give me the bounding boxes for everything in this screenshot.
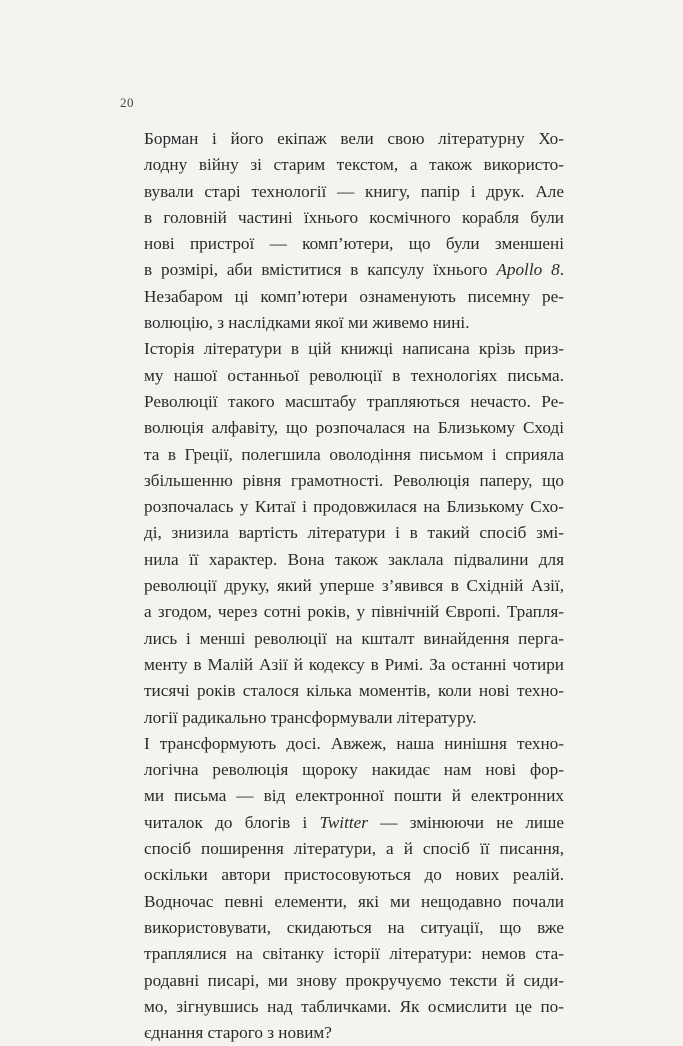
text-line: Незабаром ці комп’ютери ознаменують писемну ре- (144, 286, 564, 306)
text-line: оскільки автори пристосовуються до нових реалій. (144, 865, 564, 885)
text-line: волюція алфавіту, що розпочалася на Близькому Сході (144, 418, 564, 438)
italic-title: Twitter (319, 812, 368, 832)
text-line: в розмірі, аби вміститися в капсулу їхнього Apollo 8. (144, 260, 564, 280)
text-line: лодну війну зі старим текстом, а також використо- (144, 155, 564, 175)
text-line: а згодом, через сотні років, у північній Європі. Трапля- (144, 602, 564, 622)
page-number: 20 (120, 95, 134, 110)
text-line: Водночас певні елементи, які ми нещодавно почали (144, 891, 564, 911)
text-line: та в Греції, полегшила оволодіння письмом і сприяла (144, 444, 564, 464)
text-line: революції друку, який уперше з’явився в Східній Азії, (144, 576, 564, 596)
text-line: мо, зігнувшись над табличками. Як осмислити це по- (144, 996, 564, 1016)
text-line: збільшенню рівня грамотності. Революція паперу, що (144, 470, 564, 490)
text-line: спосіб поширення літератури, а й спосіб її писання, (144, 839, 564, 859)
text-line: використовувати, скидаються на ситуації, що вже (144, 917, 564, 937)
text-line: розпочалась у Китаї і продовжилася на Близькому Схо- (144, 497, 564, 517)
text-line: читалок до блогів і Twitter — змінюючи не лише (144, 812, 564, 832)
text-line: нила її характер. Вона також заклала підвалини для (144, 549, 564, 569)
text-line: траплялися на світанку історії літератури: немов ста- (144, 944, 564, 964)
italic-title: Apollo 8 (496, 260, 560, 280)
text-line: родавні писарі, ми знову прокручуємо тексти й сиди- (144, 970, 564, 990)
text-line: І трансформують досі. Авжеж, наша нинішня техно- (144, 733, 564, 753)
paragraph-1 (144, 126, 564, 336)
paragraph-3 (144, 731, 564, 1046)
text-line: волюцію, з наслідками якої ми живемо нині. (144, 313, 470, 333)
text-line: нові пристрої — комп’ютери, що були зменшені (144, 234, 564, 254)
text-line: Борман і його екіпаж вели свою літературну Хо- (144, 129, 564, 148)
text-line: ми письма — від електронної пошти й електронних (144, 786, 564, 806)
text-line: менту в Малій Азії й кодексу в Римі. За останні чотири (144, 654, 564, 674)
text-line: лись і менші революції на кшталт винайдення перга- (144, 628, 564, 648)
text-line: логічна революція щороку накидає нам нові фор- (144, 760, 564, 780)
text-line: тисячі років сталося кілька моментів, коли нові техно- (144, 681, 564, 701)
body-text (144, 126, 564, 1046)
text-line: ді, знизила вартість літератури і в такий спосіб змі- (144, 523, 564, 543)
text-line: єднання старого з новим? (144, 1023, 332, 1043)
text-line: в головній частині їхнього космічного корабля були (144, 207, 564, 227)
text-line: вували старі технології — книгу, папір і друк. Але (144, 181, 564, 201)
text-line: Революції такого масштабу трапляються нечасто. Ре- (144, 391, 564, 411)
text-line: му нашої останньої революції в технологіях письма. (144, 365, 564, 385)
text-line: Історія літератури в цій книжці написана крізь приз- (144, 339, 564, 359)
text-line: логії радикально трансформували літературу. (144, 707, 477, 727)
paragraph-2 (144, 336, 564, 730)
